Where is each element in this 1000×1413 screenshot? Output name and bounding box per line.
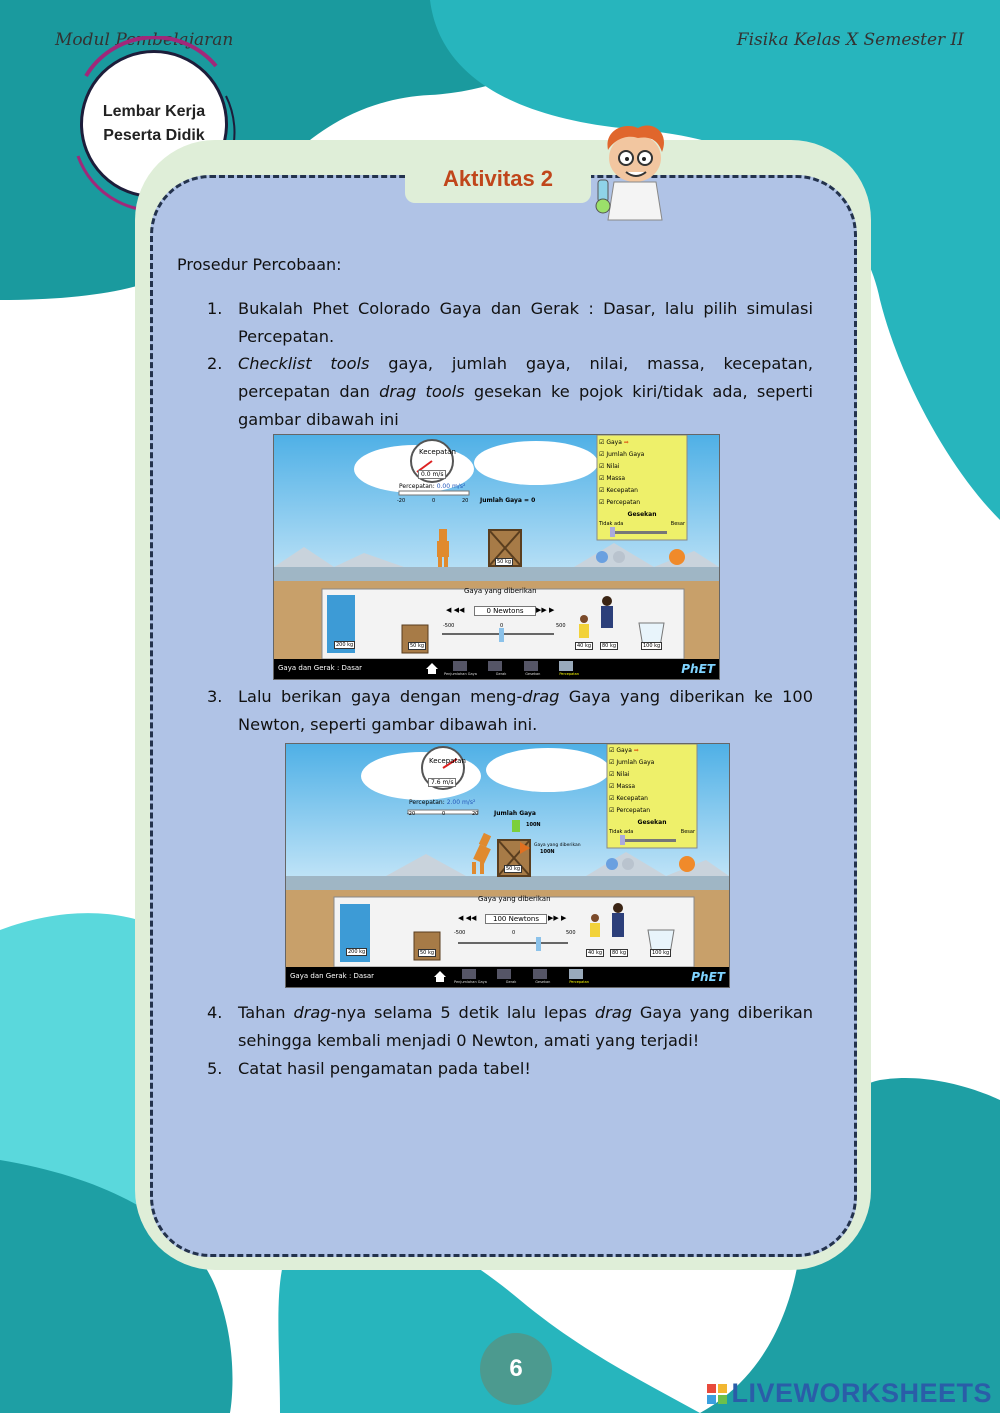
sim2-slider-mid: 0 <box>512 930 516 936</box>
step-line: Percepatan. <box>238 327 335 346</box>
sim1-footer-title: Gaya dan Gerak : Dasar <box>278 664 363 672</box>
step-emphasis: drag <box>522 687 560 706</box>
sim2-tab-3[interactable]: Gesekan <box>535 980 551 984</box>
step-line: sehingga kembali menjadi 0 Newton, amati yang terjadi! <box>238 1031 700 1050</box>
step-emphasis: drag <box>594 1003 632 1022</box>
step-line: Catat hasil pengamatan pada tabel! <box>238 1059 531 1078</box>
sim2-force-value[interactable]: 100 Newtons <box>485 914 547 924</box>
step-5 <box>207 1055 813 1083</box>
sim2-slider-max: 500 <box>566 930 576 936</box>
sim2-step-buttons-left[interactable]: ◀ ◀◀ <box>458 914 477 922</box>
step-line: Bukalah Phet Colorado Gaya dan Gerak : Dasar, lalu pilih simulasi <box>238 299 813 318</box>
sim1-sum-force: Jumlah Gaya = 0 <box>480 497 536 504</box>
sim1-slider-mid: 0 <box>500 623 504 629</box>
scientist-mascot-icon <box>590 120 680 225</box>
sim2-scale-max: 20 <box>472 811 479 817</box>
sim2-phet-logo: PhET <box>691 970 725 984</box>
liveworksheets-logo-icon <box>707 1384 727 1404</box>
friction-title: Gesekan <box>637 819 667 826</box>
sim2-force-title: Gaya yang diberikan <box>478 895 551 903</box>
sim1-crate-mass: 50 kg <box>497 559 512 565</box>
sim1-man-mass: 80 kg <box>602 643 617 649</box>
sim1-slider-min: -500 <box>443 623 455 629</box>
step-text: Tahan <box>238 1003 294 1022</box>
checkbox-icon[interactable]: ☑ <box>599 439 605 446</box>
sim2-girl-mass: 40 kg <box>588 950 603 956</box>
sim2-speed-label: Kecepatan <box>429 757 466 765</box>
sim1-accel-value: 0.00 m/s² <box>436 483 466 490</box>
step-text: Lalu berikan gaya dengan meng- <box>238 687 523 706</box>
step-number: 3. <box>207 687 223 706</box>
checkbox-icon[interactable]: ☑ <box>609 771 615 778</box>
phet-simulation-screenshot-2: Kecepatan 7.6 m/s Percepatan: 2.00 m/s² -20 0 20 Jumlah Gaya 100N Gaya yang diberikan 100N 50 kg ☑ Gaya ➡ ☑ Jumlah Gaya ☑ Nilai ☑ Massa ☑ Kecepatan ☑ Percepatan Gesekan Tidak ada Besar Gaya yang diberikan 100 Newtons ◀ ◀◀ ▶▶ ▶ -500 0 500 200 kg 50 kg 40 kg 80 kg 100 kg Gaya dan Gerak : Dasar Penjumlahan Gaya Gerak Gesekan Percepatan PhET <box>285 743 730 988</box>
check-label: Jumlah Gaya <box>616 759 655 766</box>
sim1-tab-1[interactable]: Penjumlahan Gaya <box>444 672 477 676</box>
sim2-tab-4[interactable]: Percepatan <box>569 980 589 984</box>
activity-title: Aktivitas 2 <box>405 155 591 203</box>
sim1-accel-label: Percepatan <box>399 483 433 490</box>
friction-min: Tidak ada <box>609 829 634 835</box>
check-label: Massa <box>606 475 626 482</box>
check-label: Kecepatan <box>616 795 648 802</box>
step-emphasis: drag <box>293 1003 331 1022</box>
sim1-tab-4[interactable]: Percepatan <box>559 672 579 676</box>
checkbox-icon[interactable]: ☑ <box>609 807 615 814</box>
sim1-force-value[interactable]: 0 Newtons <box>474 606 536 616</box>
sim2-sum-force-value: 100N <box>526 822 541 828</box>
check-label: Percepatan <box>606 499 641 506</box>
sim2-speed-value: 7.6 m/s <box>428 778 456 787</box>
sim1-step-buttons-right[interactable]: ▶▶ ▶ <box>536 606 555 614</box>
sim2-scale-min: -20 <box>407 811 416 817</box>
step-line: Newton, seperti gambar dibawah ini. <box>238 715 538 734</box>
liveworksheets-watermark <box>707 1378 992 1409</box>
step-1 <box>207 295 813 351</box>
check-label: Kecepatan <box>606 487 638 494</box>
checkbox-icon[interactable]: ☑ <box>609 759 615 766</box>
sim1-step-buttons-left[interactable]: ◀ ◀◀ <box>446 606 465 614</box>
check-label: Percepatan <box>616 807 651 814</box>
checkbox-icon[interactable]: ☑ <box>609 747 615 754</box>
module-header: Modul Pembelajaran <box>55 30 234 50</box>
sim1-phet-logo: PhET <box>681 662 715 676</box>
arrow-icon: ➡ <box>623 439 629 446</box>
check-label: Massa <box>616 783 636 790</box>
friction-min: Tidak ada <box>599 521 624 527</box>
checkbox-icon[interactable]: ☑ <box>599 499 605 506</box>
sim1-speed-label: Kecepatan <box>419 448 456 456</box>
sim2-scale-mid: 0 <box>442 811 446 817</box>
sim2-man-mass: 80 kg <box>612 950 627 956</box>
sim1-bucket-mass: 100 kg <box>643 643 661 649</box>
step-text: -nya selama 5 detik lalu lepas <box>330 1003 595 1022</box>
sim2-sum-force: Jumlah Gaya <box>494 810 536 817</box>
sim2-tab-1[interactable]: Penjumlahan Gaya <box>454 980 487 984</box>
phet-simulation-screenshot-1: Kecepatan 0.0 m/s Percepatan: 0.00 m/s² -20 0 20 Jumlah Gaya = 0 50 kg ☑ Gaya ➡ ☑ Jumlah Gaya ☑ Nilai ☑ Massa ☑ Kecepatan ☑ Percepatan Gesekan Tidak ada Besar Gaya yang diberikan 0 Newtons ◀ ◀◀ ▶▶ ▶ -500 0 500 200 kg 50 kg 40 kg 80 kg 100 kg Gaya dan Gerak : Dasar Penjumlahan Gaya Gerak Gesekan Percepatan PhET <box>273 434 720 680</box>
sim2-slider-min: -500 <box>454 930 466 936</box>
sim1-girl-mass: 40 kg <box>577 643 592 649</box>
sim1-speed-value: 0.0 m/s <box>418 470 446 479</box>
sim2-crate-mass: 50 kg <box>506 866 521 872</box>
sim2-bucket-mass: 100 kg <box>652 950 670 956</box>
sim1-tab-2[interactable]: Gerak <box>495 672 507 676</box>
sim2-fridge-mass: 200 kg <box>348 949 366 955</box>
sim1-force-title: Gaya yang diberikan <box>464 587 537 595</box>
sim1-fridge-mass: 200 kg <box>336 642 354 648</box>
step-text: percepatan dan <box>238 382 380 401</box>
step-number: 5. <box>207 1059 223 1078</box>
sim1-scale-max: 20 <box>462 498 469 504</box>
sim2-applied-value: 100N <box>540 849 555 855</box>
sim2-tab-2[interactable]: Gerak <box>505 980 517 984</box>
friction-max: Besar <box>680 829 695 835</box>
step-number: 1. <box>207 299 223 318</box>
step-text: gaya, jumlah gaya, nilai, massa, kecepatan, <box>369 354 813 373</box>
step-text: Gaya yang diberikan ke 100 <box>559 687 813 706</box>
sim2-step-buttons-right[interactable]: ▶▶ ▶ <box>548 914 567 922</box>
step-emphasis: Checklist tools <box>238 354 370 373</box>
sim2-footer-title: Gaya dan Gerak : Dasar <box>290 972 375 980</box>
watermark-text: LIVEWORKSHEETS <box>731 1378 992 1408</box>
step-text: gesekan ke pojok kiri/tidak ada, seperti <box>464 382 814 401</box>
step-line: gambar dibawah ini <box>238 410 399 429</box>
sim2-accel-label: Percepatan <box>409 799 443 806</box>
checkbox-icon[interactable]: ☑ <box>599 487 605 494</box>
checkbox-icon[interactable]: ☑ <box>609 795 615 802</box>
step-text: Gaya yang diberikan <box>632 1003 814 1022</box>
checkbox-icon[interactable]: ☑ <box>599 451 605 458</box>
check-label: Gaya <box>616 747 632 754</box>
friction-title: Gesekan <box>627 511 657 518</box>
step-number: 4. <box>207 1003 223 1022</box>
subject-header: Fisika Kelas X Semester II <box>736 30 964 50</box>
step-3 <box>207 683 813 739</box>
sim2-accel-value: 2.00 m/s² <box>446 799 476 806</box>
badge-line-1: Lembar Kerja <box>102 103 206 120</box>
checkbox-icon[interactable]: ☑ <box>599 475 605 482</box>
sim1-scale-min: -20 <box>397 498 406 504</box>
check-label: Gaya <box>606 439 622 446</box>
procedure-heading: Prosedur Percobaan: <box>177 255 342 274</box>
sim2-check-panel <box>609 745 695 836</box>
step-number: 2. <box>207 354 223 373</box>
checkbox-icon[interactable]: ☑ <box>609 783 615 790</box>
step-2 <box>207 350 813 434</box>
badge-line-2: Peserta Didik <box>103 127 205 144</box>
sim1-box-mass: 50 kg <box>410 643 425 649</box>
sim1-tab-3[interactable]: Gesekan <box>525 672 541 676</box>
sim1-slider-max: 500 <box>556 623 566 629</box>
page-number: 6 <box>480 1333 552 1405</box>
check-label: Nilai <box>606 463 620 470</box>
check-label: Nilai <box>616 771 630 778</box>
sim1-check-panel <box>599 437 685 528</box>
sim1-scale-mid: 0 <box>432 498 436 504</box>
step-emphasis: drag tools <box>379 382 465 401</box>
sim2-applied-label: Gaya yang diberikan <box>534 843 581 848</box>
sim2-box-mass: 50 kg <box>420 950 435 956</box>
friction-max: Besar <box>670 521 685 527</box>
check-label: Jumlah Gaya <box>606 451 645 458</box>
step-4 <box>207 999 813 1055</box>
checkbox-icon[interactable]: ☑ <box>599 463 605 470</box>
arrow-icon: ➡ <box>633 747 639 754</box>
